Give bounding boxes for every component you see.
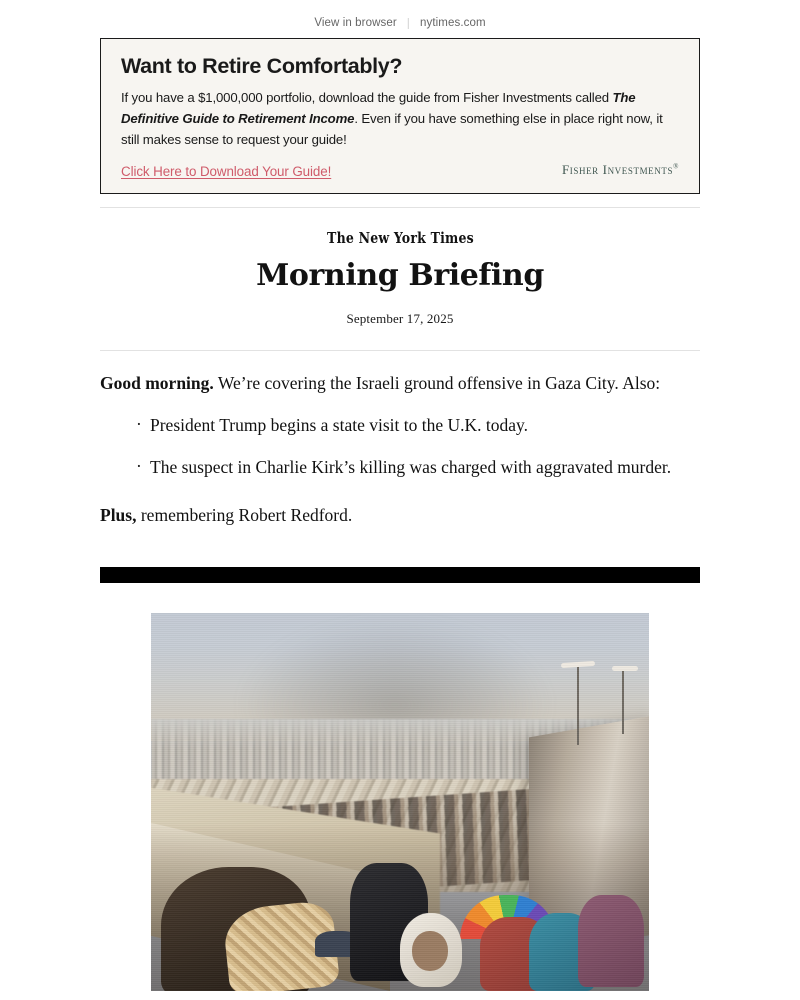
masthead xyxy=(0,208,800,328)
newsletter-title: Morning Briefing xyxy=(256,257,544,293)
advertisement[interactable] xyxy=(100,38,700,194)
briefing-body xyxy=(100,351,700,529)
preheader xyxy=(0,0,800,29)
ad-footer xyxy=(121,162,679,179)
ad-headline: Want to Retire Comfortably? xyxy=(121,54,403,78)
preheader-separator: | xyxy=(406,15,411,30)
nyt-wordmark[interactable]: The New York Times xyxy=(326,229,474,247)
photo-figure-white-headscarf xyxy=(400,913,462,987)
plus-paragraph xyxy=(100,503,700,528)
view-in-browser-link[interactable]: View in browser xyxy=(314,17,397,29)
lede-text: We’re covering the Israeli ground offensive in Gaza City. Also: xyxy=(213,373,661,394)
lead-image-render xyxy=(151,613,649,991)
list-item: · The suspect in Charlie Kirk’s killing was charged with aggravated murder. xyxy=(136,455,700,481)
photo-street-lamp-secondary xyxy=(622,666,624,734)
ad-body-part1: If you have a $1,000,000 portfolio, download the guide from Fisher Investments called xyxy=(121,90,613,106)
ad-body-part2: . Even if you have something else in place right now, it still makes sense to request your guide! xyxy=(121,110,663,147)
fisher-investments-logo xyxy=(562,162,679,179)
list-item: · President Trump begins a state visit to the U.K. today. xyxy=(136,413,700,439)
ad-cta-link[interactable]: Click Here to Download Your Guide! xyxy=(121,163,332,179)
section-divider-bar xyxy=(100,567,700,583)
fisher-investments-logo-text: Fisher Investments xyxy=(561,161,674,177)
plus-label: Plus, xyxy=(100,505,137,526)
plus-text: remembering Robert Redford. xyxy=(136,505,353,526)
photo-street-lamp xyxy=(577,662,579,745)
ad-box[interactable] xyxy=(100,38,700,194)
registered-mark: ® xyxy=(673,162,679,171)
issue-date: September 17, 2025 xyxy=(346,311,454,327)
briefing-bullet-list xyxy=(100,413,700,482)
photo-crowd xyxy=(151,824,649,990)
greeting-text: Good morning. xyxy=(100,373,214,394)
photo-figure-magenta xyxy=(578,895,644,987)
nytimes-site-link[interactable]: nytimes.com xyxy=(420,17,486,29)
lead-image[interactable] xyxy=(151,613,649,991)
lede-paragraph xyxy=(100,371,700,396)
ad-body-emphasis: The Definitive Guide to Retirement Income xyxy=(121,90,636,126)
ad-body-text xyxy=(121,88,679,151)
